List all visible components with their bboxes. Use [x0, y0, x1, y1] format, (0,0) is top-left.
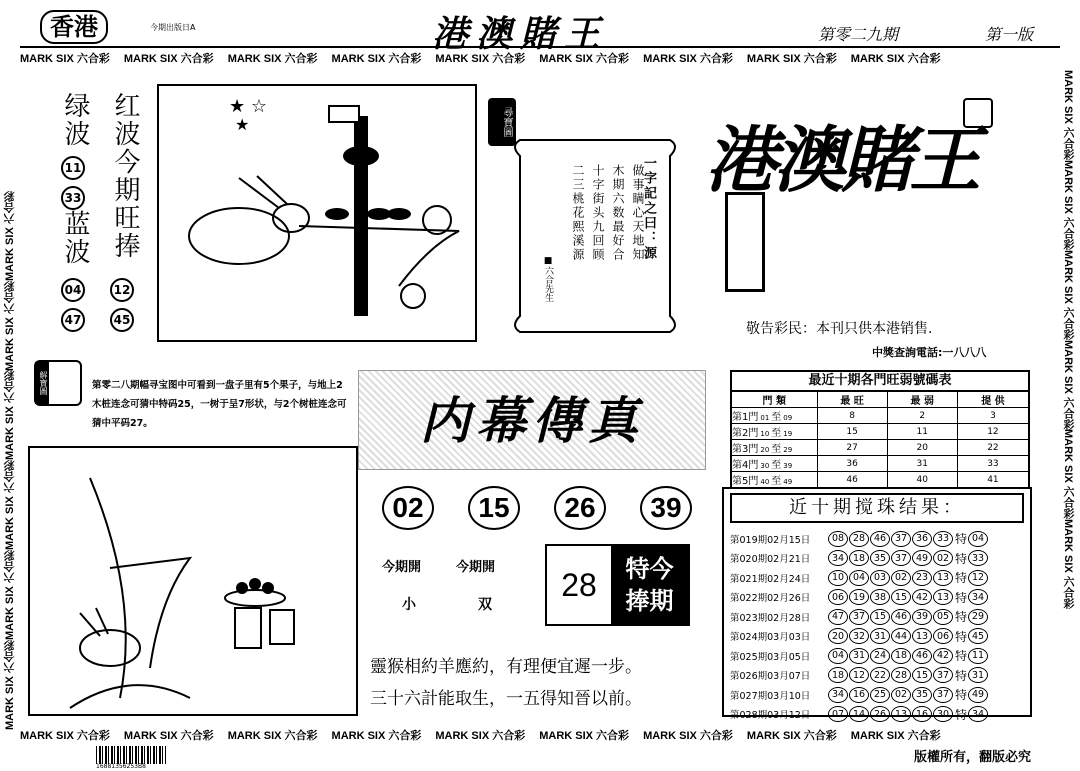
stats-value-cell: 20	[887, 440, 957, 456]
result-special-label: 特	[955, 532, 968, 547]
result-ball: 28	[891, 667, 911, 683]
hint-badge: 解寶圖	[35, 362, 49, 404]
barcode-number: 16881356253B8	[96, 763, 146, 770]
result-ball: 47	[828, 609, 848, 625]
tree-illustration	[28, 446, 358, 716]
stats-value-cell: 12	[957, 424, 1029, 440]
card-icon	[725, 192, 765, 292]
strip-unit: MARK SIX 六合彩	[539, 53, 630, 65]
right-strip	[1058, 70, 1076, 730]
result-ball: 13	[891, 706, 911, 722]
ball-12: 12	[110, 278, 134, 302]
number-ball-4: 39	[640, 486, 692, 530]
result-period: 第021期02月24日	[730, 573, 811, 585]
stats-value-cell: 2	[887, 408, 957, 424]
result-ball: 28	[849, 531, 869, 547]
ball-11: 11	[61, 156, 85, 180]
treasure-badge: 尋寶圖	[488, 98, 516, 146]
copyright: 版權所有，翻版必究	[914, 750, 1032, 765]
stats-door-part: 第1門	[732, 412, 759, 423]
number-balls	[382, 486, 692, 530]
result-ball: 46	[891, 609, 911, 625]
result-period: 第023期02月28日	[730, 612, 811, 624]
stats-door-part: 19	[783, 430, 793, 438]
result-special-ball: 11	[968, 648, 988, 664]
result-ball: 46	[870, 531, 890, 547]
result-ball: 23	[912, 570, 932, 586]
red-wave-text: 红波今期旺捧	[110, 92, 140, 260]
stats-value-cell: 46	[817, 472, 887, 489]
stats-door-part: 至	[771, 428, 782, 439]
rabbit-drawing-icon	[159, 86, 475, 340]
stats-header: 最 弱	[887, 391, 957, 408]
result-ball: 02	[891, 687, 911, 703]
result-special-label: 特	[955, 707, 968, 722]
stats-row	[731, 472, 1029, 489]
stats-table-title: 最近十期各門旺弱號碼表	[730, 370, 1030, 390]
result-ball: 36	[912, 531, 932, 547]
scroll-line-4: 二三桃花熙溪源	[571, 164, 585, 262]
strip-unit: MARK SIX 六合彩	[227, 53, 318, 65]
scroll-panel	[500, 136, 690, 336]
result-ball: 49	[912, 550, 932, 566]
result-row	[730, 529, 1024, 549]
page-title: 港澳賭王	[432, 13, 609, 55]
stats-value-cell: 31	[887, 456, 957, 472]
dice-icon	[963, 98, 993, 128]
open-value-2: 双	[478, 597, 492, 613]
strip-unit: MARK SIX 六合彩	[4, 190, 16, 281]
logo-text: 香港	[40, 10, 108, 44]
result-ball: 04	[828, 648, 848, 664]
result-ball: 12	[849, 667, 869, 683]
strip-unit: MARK SIX 六合彩	[1062, 429, 1074, 520]
result-ball: 26	[870, 706, 890, 722]
result-period: 第020期02月21日	[730, 554, 811, 566]
result-ball: 37	[891, 531, 911, 547]
ball-47: 47	[61, 308, 85, 332]
stats-door-cell	[731, 456, 817, 472]
logo-line-1: 港澳賭王	[705, 117, 978, 192]
result-ball: 13	[933, 589, 953, 605]
result-ball: 37	[849, 609, 869, 625]
stats-door-part: 30	[760, 462, 770, 470]
stats-table-box	[730, 370, 1030, 489]
stats-value-cell: 36	[817, 456, 887, 472]
result-period: 第028期03月12日	[730, 710, 811, 722]
result-special-label: 特	[955, 668, 968, 683]
result-special-ball: 31	[968, 667, 988, 683]
tree-drawing-icon	[30, 448, 356, 714]
stats-row	[731, 424, 1029, 440]
results-box	[722, 487, 1032, 722]
scroll-line-3: 十字街头九回顾	[591, 164, 605, 262]
stats-door-cell	[731, 472, 817, 489]
result-ball: 42	[912, 589, 932, 605]
strip-unit: MARK SIX 六合彩	[1062, 339, 1074, 430]
scroll-author: ■六合先生	[543, 256, 553, 302]
results-list	[730, 529, 1024, 724]
stats-door-part: 09	[783, 414, 793, 422]
stats-value-cell: 33	[957, 456, 1029, 472]
result-special-label: 特	[955, 551, 968, 566]
result-row	[730, 705, 1024, 725]
stats-door-cell	[731, 408, 817, 424]
strip-unit: MARK SIX 六合彩	[1062, 70, 1074, 160]
strip-unit: MARK SIX 六合彩	[4, 550, 16, 641]
result-special-label: 特	[955, 688, 968, 703]
strip-unit: MARK SIX 六合彩	[746, 730, 837, 742]
result-ball: 46	[912, 648, 932, 664]
special-number: 28	[561, 567, 597, 603]
stats-header: 門 類	[731, 391, 817, 408]
stats-door-part: 49	[783, 478, 793, 486]
result-row	[730, 549, 1024, 569]
header-logo	[40, 10, 108, 44]
stats-row	[731, 440, 1029, 456]
top-strip	[20, 50, 1060, 68]
result-special-label: 特	[955, 590, 968, 605]
stats-value-cell: 11	[887, 424, 957, 440]
notice-text: 敬告彩民：本刊只供本港销售.	[746, 321, 933, 337]
result-special-ball: 12	[968, 570, 988, 586]
result-ball: 10	[828, 570, 848, 586]
result-ball: 32	[849, 628, 869, 644]
result-special-ball: 34	[968, 706, 988, 722]
result-special-ball: 33	[968, 550, 988, 566]
result-ball: 44	[891, 628, 911, 644]
result-ball: 34	[828, 550, 848, 566]
scroll-line-2: 木期六数最好合	[611, 164, 625, 262]
result-ball: 22	[870, 667, 890, 683]
result-row	[730, 607, 1024, 627]
stats-door-cell	[731, 440, 817, 456]
ball-45: 45	[110, 308, 134, 332]
logo-small-text: 今期出版日A	[150, 23, 196, 32]
number-ball-1: 02	[382, 486, 434, 530]
result-special-label: 特	[955, 649, 968, 664]
strip-unit: MARK SIX 六合彩	[227, 730, 318, 742]
strip-unit: MARK SIX 六合彩	[20, 730, 110, 742]
result-ball: 02	[891, 570, 911, 586]
stats-value-cell: 8	[817, 408, 887, 424]
stats-door-part: 第2門	[732, 428, 759, 439]
strip-unit: MARK SIX 六合彩	[435, 53, 526, 65]
blue-wave-label: 蓝波	[60, 210, 90, 266]
result-row	[730, 666, 1024, 686]
strip-unit: MARK SIX 六合彩	[435, 730, 526, 742]
result-ball: 20	[828, 628, 848, 644]
result-ball: 35	[870, 550, 890, 566]
result-ball: 06	[828, 589, 848, 605]
stats-value-cell: 3	[957, 408, 1029, 424]
result-special-ball: 04	[968, 531, 988, 547]
stats-table	[730, 390, 1030, 489]
result-ball: 25	[870, 687, 890, 703]
result-ball: 13	[933, 570, 953, 586]
stats-row	[731, 408, 1029, 424]
stats-row	[731, 456, 1029, 472]
result-special-ball: 49	[968, 687, 988, 703]
result-ball: 18	[828, 667, 848, 683]
result-ball: 02	[933, 550, 953, 566]
edition-label: 第一版	[985, 25, 1034, 44]
ball-33: 33	[61, 186, 85, 210]
result-ball: 08	[828, 531, 848, 547]
result-ball: 04	[849, 570, 869, 586]
stats-door-part: 20	[760, 446, 770, 454]
result-ball: 37	[891, 550, 911, 566]
result-period: 第022期02月26日	[730, 593, 811, 605]
stats-door-part: 至	[771, 460, 782, 471]
stats-value-cell: 22	[957, 440, 1029, 456]
special-label-2: 捧期	[625, 587, 674, 615]
result-ball: 19	[849, 589, 869, 605]
strip-unit: MARK SIX 六合彩	[850, 730, 941, 742]
strip-unit: MARK SIX 六合彩	[331, 53, 422, 65]
result-special-ball: 29	[968, 609, 988, 625]
strip-unit: MARK SIX 六合彩	[746, 53, 837, 65]
result-ball: 07	[828, 706, 848, 722]
hotline-text: 中獎查詢電話:一八八八	[872, 346, 987, 359]
strip-unit: MARK SIX 六合彩	[643, 730, 733, 742]
result-ball: 42	[933, 648, 953, 664]
result-ball: 16	[912, 706, 932, 722]
stats-door-cell	[731, 424, 817, 440]
stats-door-part: 至	[771, 444, 782, 455]
stats-door-part: 第3門	[732, 444, 759, 455]
result-row	[730, 568, 1024, 588]
number-ball-2: 15	[468, 486, 520, 530]
brand-logo	[705, 92, 1005, 302]
ball-04: 04	[61, 278, 85, 302]
result-ball: 06	[933, 628, 953, 644]
bottom-strip	[20, 727, 1060, 745]
result-row	[730, 646, 1024, 666]
hint-text: 第零二八期幅寻宝图中可看到一盘子里有5个果子，与地上2木桩连念可猜中特码25，一树于呈7形状，与2个树桩连念可猜中平码27。	[92, 380, 347, 429]
stats-door-part: 29	[783, 446, 793, 454]
svg-text:★: ★	[235, 115, 250, 134]
result-ball: 31	[870, 628, 890, 644]
scroll-line-1: 做事瞒心天地知	[631, 164, 645, 262]
strip-unit: MARK SIX 六合彩	[4, 280, 16, 371]
strip-unit: MARK SIX 六合彩	[331, 730, 422, 742]
result-ball: 37	[933, 687, 953, 703]
stats-door-part: 40	[760, 478, 770, 486]
result-special-label: 特	[955, 571, 968, 586]
strip-unit: MARK SIX 六合彩	[4, 460, 16, 551]
strip-unit: MARK SIX 六合彩	[20, 53, 110, 65]
result-ball: 14	[849, 706, 869, 722]
result-ball: 18	[891, 648, 911, 664]
result-ball: 24	[870, 648, 890, 664]
result-period: 第026期03月07日	[730, 671, 811, 683]
result-ball: 38	[870, 589, 890, 605]
special-box	[545, 544, 690, 626]
result-ball: 18	[849, 550, 869, 566]
result-ball: 37	[933, 667, 953, 683]
result-ball: 16	[849, 687, 869, 703]
stats-door-part: 10	[760, 430, 770, 438]
stats-door-part: 至	[771, 476, 782, 487]
result-ball: 31	[849, 648, 869, 664]
special-label-1: 特今	[625, 555, 674, 583]
result-ball: 30	[933, 706, 953, 722]
stats-door-part: 第4門	[732, 460, 759, 471]
result-ball: 03	[870, 570, 890, 586]
left-strip	[2, 70, 20, 730]
result-period: 第027期03月10日	[730, 690, 811, 702]
results-title: 近十期搅珠结果：	[730, 493, 1024, 523]
stats-value-cell: 40	[887, 472, 957, 489]
result-period: 第024期03月03日	[730, 632, 811, 644]
result-ball: 35	[912, 687, 932, 703]
strip-unit: MARK SIX 六合彩	[1062, 519, 1074, 610]
strip-unit: MARK SIX 六合彩	[4, 370, 16, 461]
strip-unit: MARK SIX 六合彩	[4, 640, 16, 730]
result-ball: 15	[912, 667, 932, 683]
barcode-icon	[96, 746, 166, 764]
result-ball: 39	[912, 609, 932, 625]
strip-unit: MARK SIX 六合彩	[123, 730, 214, 742]
strip-unit: MARK SIX 六合彩	[1062, 249, 1074, 340]
header-rule	[20, 46, 1060, 48]
stats-door-part: 至	[771, 412, 782, 423]
stats-door-part: 第5門	[732, 476, 759, 487]
result-special-ball: 34	[968, 589, 988, 605]
result-row	[730, 685, 1024, 705]
result-special-ball: 45	[968, 628, 988, 644]
green-wave-label: 绿波	[60, 92, 90, 148]
strip-unit: MARK SIX 六合彩	[123, 53, 214, 65]
open-label-1: 今期開	[382, 560, 422, 575]
result-ball: 15	[870, 609, 890, 625]
strip-unit: MARK SIX 六合彩	[850, 53, 941, 65]
stats-value-cell: 15	[817, 424, 887, 440]
result-period: 第025期03月05日	[730, 651, 811, 663]
poem-line-2: 三十六計能取生，一五得知晉以前。	[370, 689, 642, 709]
center-title: 内幕傳真	[420, 391, 644, 450]
open-value-1: 小	[402, 597, 416, 613]
strip-unit: MARK SIX 六合彩	[643, 53, 733, 65]
stats-value-cell: 41	[957, 472, 1029, 489]
svg-text:★ ☆: ★ ☆	[229, 96, 267, 117]
result-ball: 15	[891, 589, 911, 605]
stats-value-cell: 27	[817, 440, 887, 456]
rabbit-illustration	[157, 84, 477, 342]
number-ball-3: 26	[554, 486, 606, 530]
result-row	[730, 588, 1024, 608]
result-ball: 13	[912, 628, 932, 644]
strip-unit: MARK SIX 六合彩	[539, 730, 630, 742]
stats-door-part: 39	[783, 462, 793, 470]
result-special-label: 特	[955, 629, 968, 644]
stats-door-part: 01	[760, 414, 770, 422]
result-ball: 34	[828, 687, 848, 703]
open-label-2: 今期開	[456, 560, 496, 575]
center-title-box	[358, 370, 706, 470]
result-row	[730, 627, 1024, 647]
result-ball: 33	[933, 531, 953, 547]
scroll-title: 一字記之曰：源	[641, 156, 656, 261]
left-panel	[58, 92, 148, 342]
poem-line-1: 靈猴相約羊應約，有理便宜遲一步。	[370, 657, 642, 677]
result-period: 第019期02月15日	[730, 534, 811, 546]
stats-header: 提 供	[957, 391, 1029, 408]
stats-header: 最 旺	[817, 391, 887, 408]
result-special-label: 特	[955, 610, 968, 625]
strip-unit: MARK SIX 六合彩	[1062, 159, 1074, 250]
issue-number: 第零二九期	[818, 25, 899, 44]
result-ball: 05	[933, 609, 953, 625]
